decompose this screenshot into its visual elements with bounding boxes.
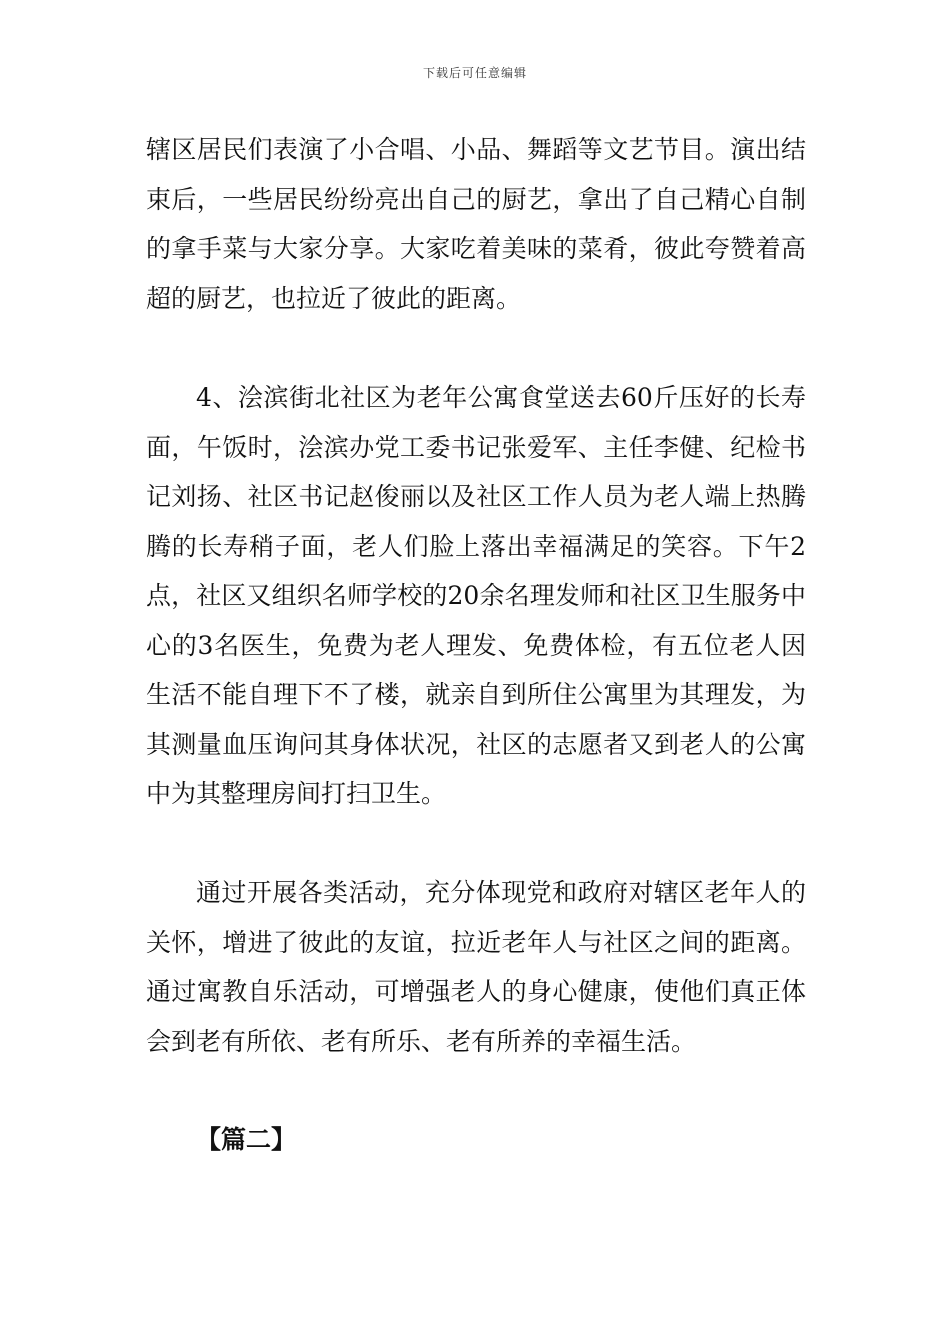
paragraph-conclusion: 通过开展各类活动，充分体现党和政府对辖区老年人的关怀，增进了彼此的友谊，拉近老年人与社区之间的距离。通过寓教自乐活动，可增强老人的身心健康，使他们真正体会到老有所依、老有所乐、老有所养的幸福生活。 xyxy=(146,878,806,1056)
paragraph-residents-performance: 辖区居民们表演了小合唱、小品、舞蹈等文艺节目。演出结束后，一些居民纷纷亮出自己的厨艺，拿出了自己精心自制的拿手菜与大家分享。大家吃着美味的菜肴，彼此夸赞着高超的厨艺，也拉近了彼此的距离。 xyxy=(146,135,806,313)
section-heading: 【篇二】 xyxy=(196,1125,297,1154)
paragraph-longevity-noodles: 4、浍滨街北社区为老年公寓食堂送去60斤压好的长寿面，午饭时，浍滨办党工委书记张爱军、主任李健、纪检书记刘扬、社区书记赵俊丽以及社区工作人员为老人端上热腾腾的长寿稍子面，老人们脸上落出幸福满足的笑容。下午2点，社区又组织名师学校的20余名理发师和社区卫生服务中心的3名医生，免费为老人理发、免费体检，有五位老人因生活不能自理下不了楼，就亲自到所住公寓里为其理发，为其测量血压询问其身体状况，社区的志愿者又到老人的公寓中为其整理房间打扫卫生。 xyxy=(146,383,806,808)
header-note: 下载后可任意编辑 xyxy=(422,66,527,80)
